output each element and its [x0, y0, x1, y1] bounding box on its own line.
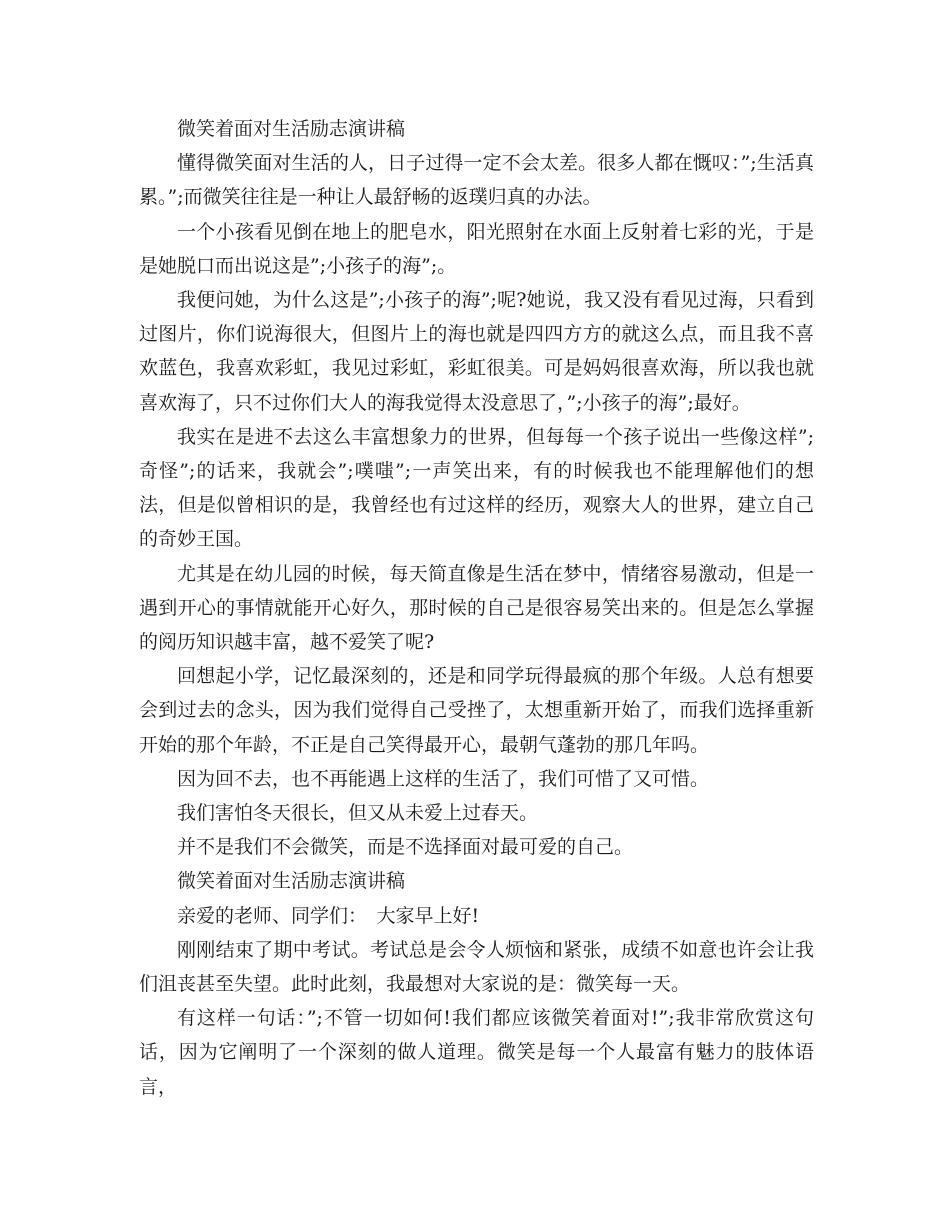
section-title: 微笑着面对生活励志演讲稿 [177, 118, 406, 140]
paragraph: 回想起小学，记忆最深刻的，还是和同学玩得最疯的那个年级。人总有想要会到过去的念头，因为我们觉得自己受挫了，太想重新开始了，而我们选择重新开始的那个年龄，不正是自己笑得最开心，最朝气蓬勃的那几年吗。 [139, 665, 814, 756]
paragraph: 并不是我们不会微笑，而是不选择面对最可爱的自己。 [177, 836, 634, 859]
paragraph: 因为回不去，也不再能遇上这样的生活了，我们可惜了又可惜。 [177, 767, 710, 790]
paragraph: 有这样一句话：”;不管一切如何!我们都应该微笑着面对!”;我非常欣赏这句话，因为它阐明了一个深刻的做人道理。微笑是每一个人最富有魅力的肢体语言， [139, 1007, 814, 1098]
document-body [139, 112, 814, 1104]
salutation: 亲爱的老师、同学们： 大家早上好! [177, 904, 480, 927]
paragraph: 我便问她，为什么这是”;小孩子的海”;呢?她说，我又没有看见过海，只看到过图片，你们说海很大，但图片上的海也就是四四方方的就这么点，而且我不喜欢蓝色，我喜欢彩虹，我见过彩虹，彩虹很美。可是妈妈很喜欢海，所以我也就喜欢海了，只不过你们大人的海我觉得太没意思了，”;小孩子的海”;最好。 [139, 289, 814, 414]
paragraph: 刚刚结束了期中考试。考试总是会令人烦恼和紧张，成绩不如意也许会让我们沮丧甚至失望。此时此刻，我最想对大家说的是：微笑每一天。 [139, 938, 814, 996]
paragraph: 我实在是进不去这么丰富想象力的世界，但每每一个孩子说出一些像这样”;奇怪”;的话来，我就会”;噗嗤”;一声笑出来，有的时候我也不能理解他们的想法，但是似曾相识的是，我曾经也有过这样的经历，观察大人的世界，建立自己的奇妙王国。 [139, 425, 814, 551]
paragraph: 尤其是在幼儿园的时候，每天简直像是生活在梦中，情绪容易激动，但是一遇到开心的事情就能开心好久，那时候的自己是很容易笑出来的。但是怎么掌握的阅历知识越丰富，越不爱笑了呢? [139, 562, 814, 654]
paragraph: 懂得微笑面对生活的人，日子过得一定不会太差。很多人都在慨叹：”;生活真累。”;而微笑往往是一种让人最舒畅的返璞归真的办法。 [139, 152, 814, 209]
section-title: 微笑着面对生活励志演讲稿 [177, 870, 406, 893]
paragraph: 一个小孩看见倒在地上的肥皂水，阳光照射在水面上反射着七彩的光，于是是她脱口而出说这是”;小孩子的海”;。 [139, 220, 814, 277]
paragraph: 我们害怕冬天很长，但又从未爱上过春天。 [177, 802, 539, 825]
